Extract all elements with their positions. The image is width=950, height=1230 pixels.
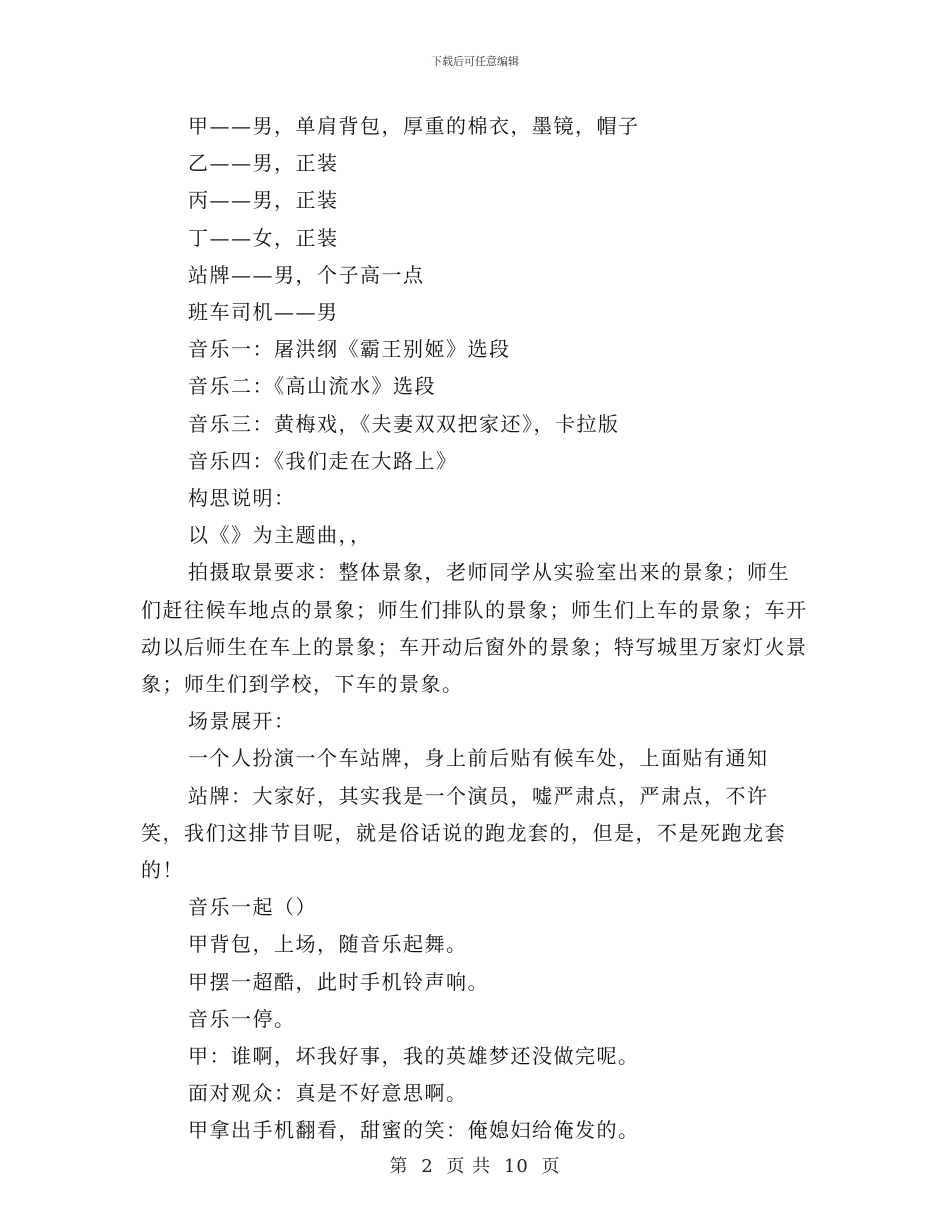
- paragraph: 面对观众：真是不好意思啊。: [188, 1081, 468, 1106]
- paragraph: 音乐一停。: [188, 1006, 296, 1031]
- paragraph: 音乐一起（）: [188, 895, 317, 920]
- footer-page-number: 2: [421, 1156, 434, 1177]
- page-header: 下载后可任意编辑: [431, 55, 519, 68]
- paragraph: 站牌——男，个子高一点: [188, 262, 425, 287]
- paragraph: 构思说明：: [188, 486, 296, 511]
- paragraph: 场景展开：: [188, 709, 296, 734]
- paragraph: 音乐一：屠洪纲《霸王别姬》选段: [188, 337, 511, 362]
- paragraph: 音乐三：黄梅戏，《夫妻双双把家还》，卡拉版: [188, 411, 620, 436]
- paragraph: 站牌：大家好，其实我是一个演员，嘘严肃点，严肃点，不许笑，我们这排节目呢，就是俗话说的跑龙套的，但是，不是死跑龙套的！: [141, 783, 786, 883]
- paragraph: 乙——男，正装: [188, 151, 339, 176]
- footer-middle: 页 共: [446, 1156, 492, 1177]
- paragraph: 丙——男，正装: [188, 188, 339, 213]
- paragraph: 拍摄取景要求：整体景象，老师同学从实验室出来的景象；师生们赶往候车地点的景象；师生们排队的景象；师生们上车的景象；车开动以后师生在车上的景象；车开动后窗外的景象；特写城里万家灯火景象；师生们到学校，下车的景象。: [141, 560, 808, 697]
- paragraph: 以《》为主题曲，，: [188, 523, 372, 548]
- paragraph: 甲背包，上场，随音乐起舞。: [188, 932, 468, 957]
- footer-suffix: 页: [541, 1156, 561, 1177]
- page-footer: [0, 1152, 950, 1178]
- paragraph: 甲：谁啊，坏我好事，我的英雄梦还没做完呢。: [188, 1044, 640, 1069]
- paragraph: 音乐四：《我们走在大路上》: [188, 448, 458, 473]
- paragraph: 丁——女，正装: [188, 225, 339, 250]
- paragraph: 班车司机——男: [188, 300, 339, 325]
- footer-page-total: 10: [503, 1156, 529, 1177]
- document-body: [141, 108, 811, 1150]
- paragraph: 一个人扮演一个车站牌，身上前后贴有候车处，上面贴有通知: [188, 746, 769, 771]
- paragraph: 甲拿出手机翻看，甜蜜的笑：俺媳妇给俺发的。: [188, 1118, 640, 1143]
- paragraph: 音乐二：《高山流水》选段: [188, 374, 436, 399]
- paragraph: 甲摆一超酷，此时手机铃声响。: [188, 969, 489, 994]
- paragraph: 甲——男，单肩背包，厚重的棉衣，墨镜，帽子: [188, 114, 640, 138]
- footer-prefix: 第: [389, 1156, 409, 1177]
